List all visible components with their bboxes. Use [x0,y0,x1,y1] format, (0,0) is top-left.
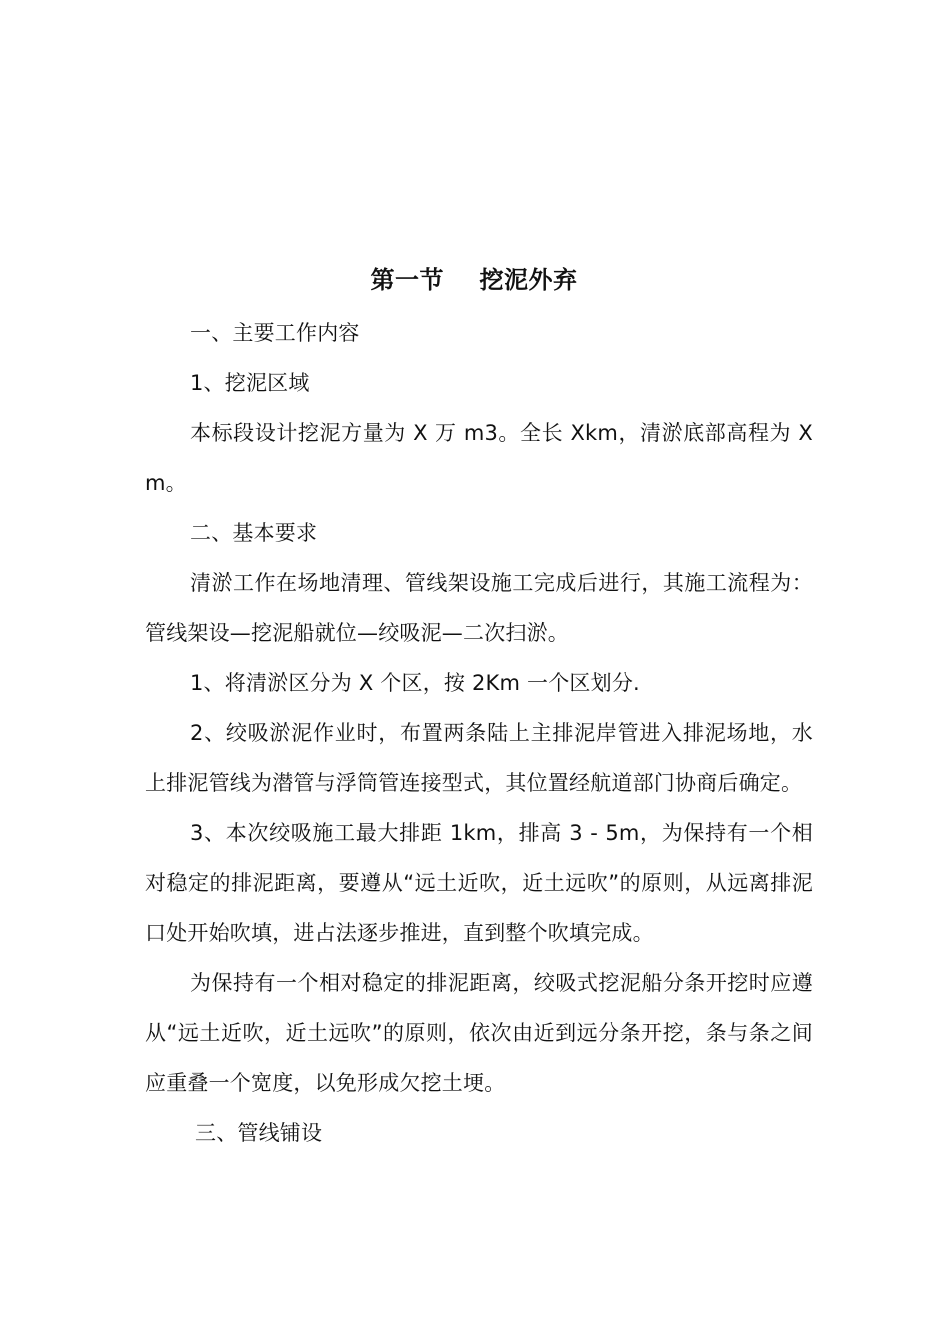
heading-pipeline-laying: 三、管线铺设 [195,1121,323,1145]
heading-dredging-area: 1、挖泥区域 [190,371,310,395]
paragraph-discharge-distance: 3、本次绞吸施工最大排距 1km，排高 3 - 5m，为保持有一个相对稳定的排泥距离，要遵从“远土近吹，近土远吹”的原则，从远离排泥口处开始吹填，进占法逐步推进，直到整个吹填完成。 [145,821,813,945]
document-body [145,258,813,1158]
heading-main-work: 一、主要工作内容 [190,321,360,345]
heading-basic-requirements: 二、基本要求 [190,521,318,545]
paragraph-pipeline-layout: 2、绞吸淤泥作业时，布置两条陆上主排泥岸管进入排泥场地，水上排泥管线为潜管与浮筒管连接型式，其位置经航道部门协商后确定。 [145,721,813,795]
section-title: 第一节 挖泥外弃 [370,266,578,294]
paragraph-strip-excavation: 为保持有一个相对稳定的排泥距离，绞吸式挖泥船分条开挖时应遵从“远土近吹，近土远吹”的原则，依次由近到远分条开挖，条与条之间应重叠一个宽度，以免形成欠挖土埂。 [145,971,813,1095]
paragraph-construction-flow: 清淤工作在场地清理、管线架设施工完成后进行，其施工流程为：管线架设—挖泥船就位—绞吸泥—二次扫淤。 [145,571,813,645]
paragraph-zone-division: 1、将清淤区分为 X 个区，按 2Km 一个区划分. [190,671,640,695]
paragraph-dredging-volume: 本标段设计挖泥方量为 X 万 m3。全长 Xkm，清淤底部高程为 X m。 [145,421,813,495]
